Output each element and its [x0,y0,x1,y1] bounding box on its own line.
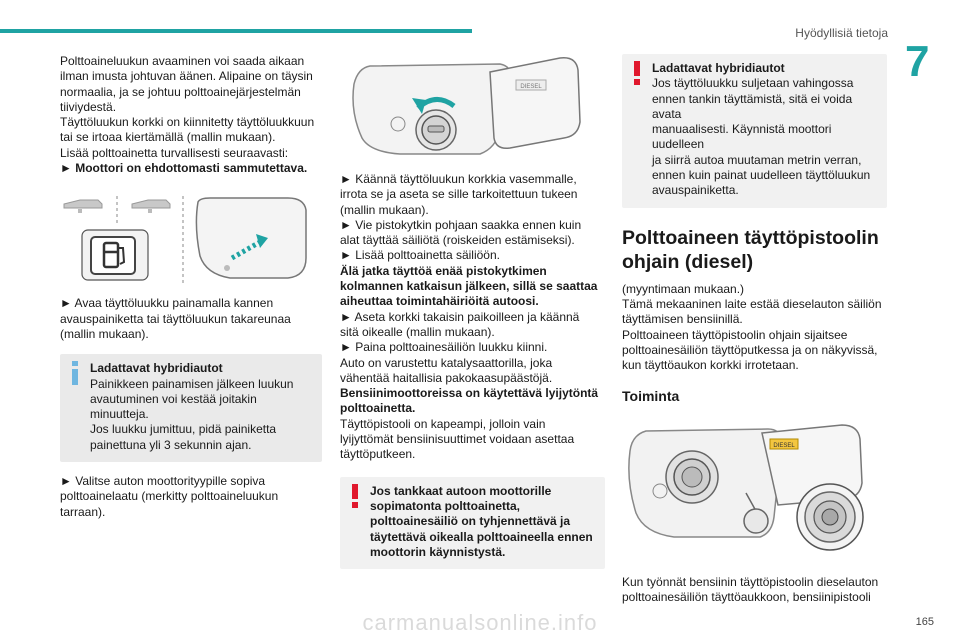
text-line: täytettävä oikealla polttoaineella ennen [370,529,593,544]
warning-icon [631,61,643,85]
misfuel-device-text [622,282,887,374]
text-line: Täyttöluukun korkki on kiinnitetty täyttöluukkuun [60,115,315,130]
text-line: normaalia, ja se johtuu polttoainejärjestelmän [60,84,301,99]
warning-icon [349,484,361,508]
text-line: ja siirrä autoa muutaman metrin verran, [652,152,862,167]
text-line: avauspainiketta. [652,183,739,198]
text-line: ► Valitse auton moottorityypille sopiva [60,474,266,489]
text-line: irrota se ja aseta se sille tarkoitettuun tukeen [340,187,578,202]
header-accent-bar [0,29,472,33]
info-note-hybrid [60,354,322,462]
fuel-flap-button-icon [82,230,148,280]
text-line: sopimatonta polttoainetta, [370,498,520,513]
text-line: avautuminen voi kestää joitakin minuutteja. [90,391,257,422]
text-line: tarraan). [60,504,106,519]
text-line: painettuna yli 3 sekunnin ajan. [90,437,252,452]
fuel-cap-icon [416,110,456,150]
text-line: Kun työnnät bensiinin täyttöpistoolin dieselauton [622,574,879,589]
subsection-heading: Toiminta [622,388,680,405]
text-line: (mallin mukaan). [340,202,429,217]
text-line: tiiviydestä. [60,99,117,114]
text-line: täyttämisen bensiinillä. [622,312,743,327]
text-line: polttoainesäiliö on tyhjennettävä ja [370,514,571,529]
text-line: polttoainelaatu (merkitty polttoaineluukun [60,489,279,504]
diesel-label: DIESEL [773,442,795,449]
chapter-number: 7 [905,37,930,86]
flap-label: DIESEL [520,84,542,90]
text-line: ► Vie pistokytkin pohjaan saakka ennen kuin [340,217,582,232]
text-line: avauspainiketta tai täyttöluukun takareunaa [60,311,291,326]
note-title: Ladattavat hybridiautot [652,61,785,75]
column-right [622,54,887,605]
text-line: Älä jatka täyttöä enää pistokytkimen [340,263,547,278]
text-line: Painikkeen painamisen jälkeen luukun [90,376,294,391]
text-line: Polttoaineen täyttöpistoolin ohjain sijaitsee [622,327,848,342]
text-line: aiheuttaa toimintahäiriöitä autoosi. [340,294,539,309]
text-line: ► Käännä täyttöluukun korkkia vasemmalle, [340,172,577,186]
misfuel-inhibitor-icon [797,484,863,550]
warning-note-wrong-fuel [340,477,605,569]
mirror-left-icon [64,200,102,213]
column-left [60,54,322,520]
text-line: Bensiinimoottoreissa on käytettävä lyijytöntä [340,386,599,401]
open-flap-text [60,296,322,342]
text-line: Jos luukku jumittuu, pidä painiketta [90,422,277,437]
text-line: polttoainesäiliön täyttöaukkoon, bensiinipistooli [622,590,871,605]
engine-off-step: ► Moottori on ehdottomasti sammutettava. [60,161,308,176]
filler-neck-icon [666,451,718,503]
fuel-flap-button-illustration [60,186,322,286]
watermark: carmanualsonline.info [362,610,598,635]
text-line: (myyntimaan mukaan.) [622,281,745,296]
page-number: 165 [915,616,934,628]
text-line: manuaalisesti. Käynnistä moottori uudelleen [652,122,832,152]
text-line: ► Aseta korkki takaisin paikoilleen ja käännä [340,309,580,324]
heading-line: ohjain (diesel) [622,250,754,273]
text-line: moottorin käynnistystä. [370,544,506,559]
heading-line: Polttoaineen täyttöpistoolin [622,226,879,249]
fuel-flap-door-icon [490,58,580,149]
fuel-cap-illustration [340,52,605,158]
text-line: sitä oikealle (mallin mukaan). [340,324,495,339]
diesel-filler-illustration [622,421,887,553]
text-line: polttoainetta. [340,401,416,416]
info-icon [69,361,81,385]
procedure-text [340,172,605,463]
fuel-flap-rear-icon [196,198,306,278]
function-text [622,575,887,606]
note-title: Ladattavat hybridiautot [90,361,223,376]
warning-note-hybrid [622,54,887,208]
text-line: Tämä mekaaninen laite estää dieselauton säiliön [622,296,882,311]
section-heading [622,226,887,274]
text-line: Jos täyttöluukku suljetaan vahingossa [652,76,854,91]
text-line: (mallin mukaan). [60,326,149,341]
text-line: Lisää polttoainetta turvallisesti seuraavasti: [60,145,289,160]
text-line: ilman imusta johtuvan äänen. Alipaine on täysin [60,69,313,84]
text-line: Auto on varustettu katalysaattorilla, joka [340,355,553,370]
text-line: tai se irtoaa kiertämällä (mallin mukaan). [60,130,276,145]
text-line: polttoainesäiliön täyttöputkessa ja on näkyvissä, [622,342,878,357]
text-line: Jos tankkaat autoon moottorille [370,483,552,498]
text-line: vähentää haitallisia pakokaasupäästöjä. [340,370,553,385]
intro-text [60,54,322,161]
text-line: ► Avaa täyttöluukku painamalla kannen [60,296,274,311]
text-line: Polttoaineluukun avaaminen voi saada aikaan [60,54,305,68]
text-line: ennen kuin painat uudelleen täyttöluukun [652,168,871,183]
text-line: Täyttöpistooli on kapeampi, jolloin vain [340,416,546,431]
text-line: ► Lisää polttoainetta säiliöön. [340,248,500,263]
mirror-right-icon [132,200,170,213]
text-line: alat täyttää säiliötä (roiskeiden estämiseksi). [340,233,575,248]
section-title: Hyödyllisiä tietoja [795,26,888,40]
text-line: kun täyttöaukon korkki irrotetaan. [622,358,799,373]
text-line: ennen tankin täyttämistä, sitä ei voida avata [652,91,853,121]
text-line: täyttöputkeen. [340,447,416,462]
select-fuel-text [60,474,322,520]
text-line: lyijyttömät bensiinisuuttimet voidaan asettaa [340,432,575,447]
column-middle [340,52,605,569]
text-line: kolmannen katkaisun jälkeen, sillä se saattaa [340,279,598,294]
text-line: ► Paina polttoainesäiliön luukku kiinni. [340,340,548,355]
